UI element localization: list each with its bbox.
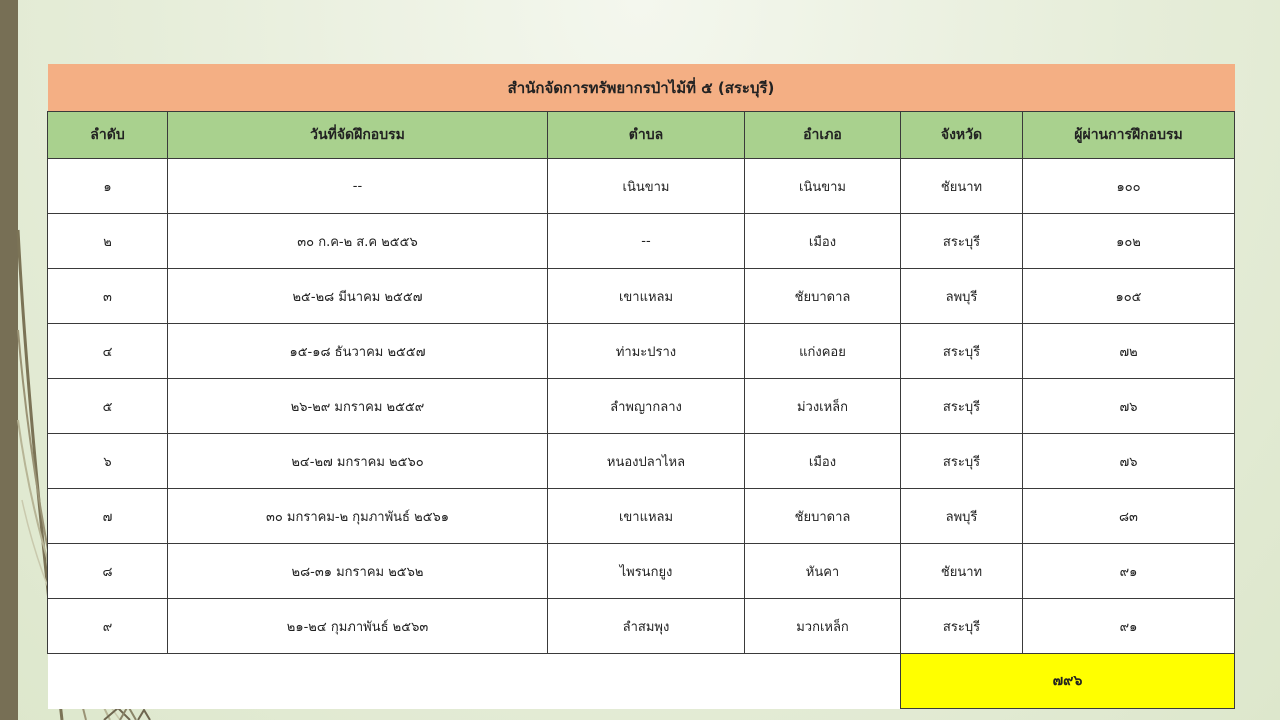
cell-province: ชัยนาท: [901, 544, 1023, 599]
table-row: [48, 544, 1235, 599]
cell-district: แก่งคอย: [745, 324, 901, 379]
cell-subdistrict: เขาแหลม: [548, 269, 745, 324]
table-row: [48, 214, 1235, 269]
total-row: [48, 654, 1235, 709]
total-trainees: ๗๙๖: [901, 654, 1235, 709]
table-row: [48, 269, 1235, 324]
cell-order: ๙: [48, 599, 168, 654]
cell-trainees: ๙๑: [1023, 544, 1235, 599]
cell-province: ชัยนาท: [901, 159, 1023, 214]
table-title: สำนักจัดการทรัพยากรป่าไม้ที่ ๕ (สระบุรี): [48, 64, 1235, 112]
cell-subdistrict: ลำสมพุง: [548, 599, 745, 654]
cell-order: ๑: [48, 159, 168, 214]
table-title-row: [48, 64, 1235, 112]
table-row: [48, 489, 1235, 544]
cell-district: ชัยบาดาล: [745, 269, 901, 324]
cell-district: เมือง: [745, 434, 901, 489]
cell-date: ๓๐ มกราคม-๒ กุมภาพันธ์ ๒๕๖๑: [168, 489, 548, 544]
cell-trainees: ๙๑: [1023, 599, 1235, 654]
table-row: [48, 324, 1235, 379]
table-row: [48, 599, 1235, 654]
cell-province: ลพบุรี: [901, 489, 1023, 544]
cell-trainees: ๗๒: [1023, 324, 1235, 379]
cell-date: ๑๕-๑๘ ธันวาคม ๒๕๕๗: [168, 324, 548, 379]
cell-order: ๓: [48, 269, 168, 324]
cell-trainees: ๘๓: [1023, 489, 1235, 544]
table-row: [48, 159, 1235, 214]
cell-date: ๒๘-๓๑ มกราคม ๒๕๖๒: [168, 544, 548, 599]
cell-province: สระบุรี: [901, 434, 1023, 489]
column-header-order: ลำดับ: [48, 112, 168, 159]
cell-order: ๖: [48, 434, 168, 489]
cell-date: ๓๐ ก.ค-๒ ส.ค ๒๕๕๖: [168, 214, 548, 269]
cell-district: มวกเหล็ก: [745, 599, 901, 654]
cell-subdistrict: เขาแหลม: [548, 489, 745, 544]
cell-date: --: [168, 159, 548, 214]
cell-province: สระบุรี: [901, 599, 1023, 654]
table-header-row: [48, 112, 1235, 159]
cell-trainees: ๗๖: [1023, 379, 1235, 434]
column-header-date: วันที่จัดฝึกอบรม: [168, 112, 548, 159]
cell-district: หันคา: [745, 544, 901, 599]
cell-order: ๗: [48, 489, 168, 544]
cell-trainees: ๑๐๐: [1023, 159, 1235, 214]
cell-trainees: ๑๐๒: [1023, 214, 1235, 269]
column-header-subdistrict: ตำบล: [548, 112, 745, 159]
cell-trainees: ๗๖: [1023, 434, 1235, 489]
cell-province: ลพบุรี: [901, 269, 1023, 324]
cell-date: ๒๖-๒๙ มกราคม ๒๕๕๙: [168, 379, 548, 434]
cell-trainees: ๑๐๕: [1023, 269, 1235, 324]
cell-date: ๒๕-๒๘ มีนาคม ๒๕๕๗: [168, 269, 548, 324]
cell-order: ๔: [48, 324, 168, 379]
cell-subdistrict: ไพรนกยูง: [548, 544, 745, 599]
cell-province: สระบุรี: [901, 324, 1023, 379]
column-header-district: อำเภอ: [745, 112, 901, 159]
cell-subdistrict: หนองปลาไหล: [548, 434, 745, 489]
cell-province: สระบุรี: [901, 379, 1023, 434]
total-blank-cell: [48, 654, 901, 709]
column-header-trainees: ผู้ผ่านการฝึกอบรม: [1023, 112, 1235, 159]
cell-order: ๘: [48, 544, 168, 599]
cell-district: เนินขาม: [745, 159, 901, 214]
cell-subdistrict: ท่ามะปราง: [548, 324, 745, 379]
cell-order: ๒: [48, 214, 168, 269]
column-header-province: จังหวัด: [901, 112, 1023, 159]
cell-district: ชัยบาดาล: [745, 489, 901, 544]
cell-district: ม่วงเหล็ก: [745, 379, 901, 434]
table-row: [48, 379, 1235, 434]
cell-subdistrict: เนินขาม: [548, 159, 745, 214]
cell-order: ๕: [48, 379, 168, 434]
cell-subdistrict: ลำพญากลาง: [548, 379, 745, 434]
cell-subdistrict: --: [548, 214, 745, 269]
cell-date: ๒๔-๒๗ มกราคม ๒๕๖๐: [168, 434, 548, 489]
training-table: [47, 64, 1235, 709]
cell-date: ๒๑-๒๔ กุมภาพันธ์ ๒๕๖๓: [168, 599, 548, 654]
table-row: [48, 434, 1235, 489]
cell-province: สระบุรี: [901, 214, 1023, 269]
cell-district: เมือง: [745, 214, 901, 269]
